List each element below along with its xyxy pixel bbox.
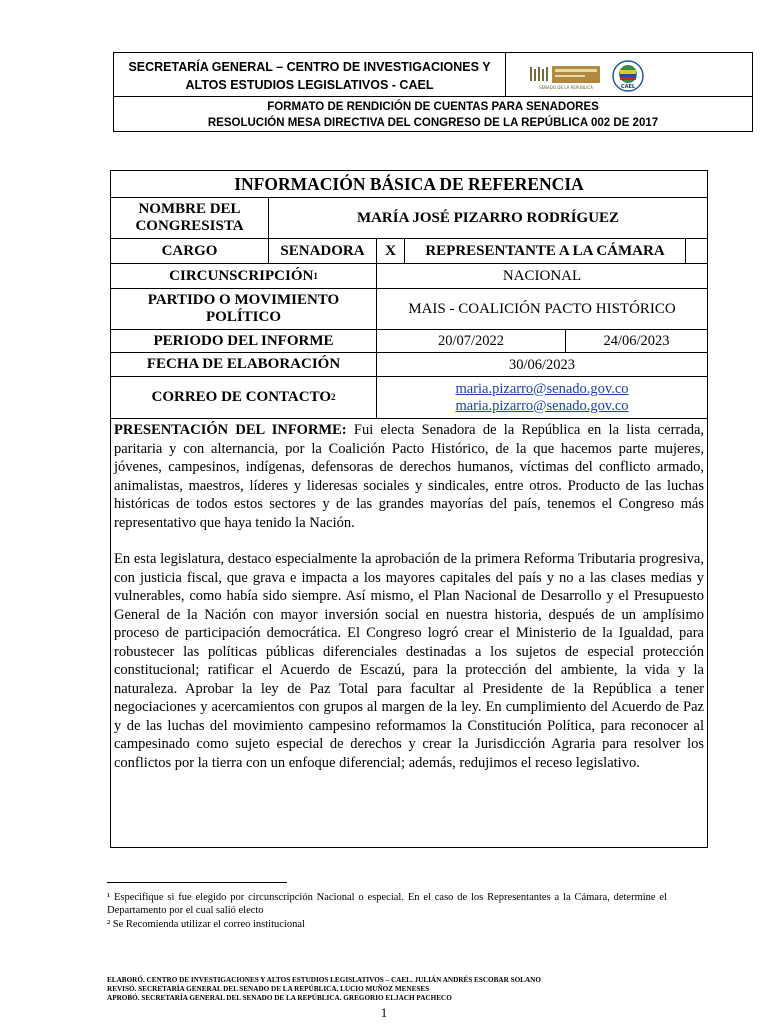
circ-label [111,264,376,288]
periodo-label: PERIODO DEL INFORME [153,332,334,349]
footnote-1: ¹ Especifique si fue elegido por circunscripción Nacional o especial. En el caso de los Representantes a la Cámara, determine el Departamento por el cual salió electo [107,892,667,916]
institution-line-1: SECRETARÍA GENERAL – CENTRO DE INVESTIGACIONES Y [128,60,491,74]
periodo-end: 24/06/2023 [565,330,707,352]
document-credits [107,976,707,1003]
fecha-row [111,353,707,377]
email-link-1[interactable]: maria.pizarro@senado.gov.co [455,380,629,397]
footnote-2: ² Se Recomienda utilizar el correo institucional [107,919,305,930]
email-link-2[interactable]: maria.pizarro@senado.gov.co [455,397,629,414]
presentacion-paragraph-2: En esta legislatura, destaco especialmente la aprobación de la primera Reforma Tributaria progresiva, con justicia fiscal, que grava e impacta a los mayores capitales del país y no a las clases medias y vulnerables, como había sido siempre. Así mismo, el Plan Nacional de Desarrollo y el Presupuesto General de la Nación con mayor inversión social en nuestra historia, después de un amplísimo proceso de participación democrática. El Congreso logró crear el Ministerio de la Igualdad, para robustecer las políticas públicas diferenciales destinadas a los sujetos de especial protección constitucional; ratificar el Acuerdo de Escazú, para la protección del ambiente, la vida y la naturaleza. Aprobar la ley de Paz Total para facultar al Presidente de la República a tener negociaciones y acercamientos con grupos al margen de la ley. En cumplimiento del Acuerdo de Paz y de las luchas del movimiento campesino reformamos la Constitución Política, para reconocer al campesinado como sujeto especial de derechos y crear la Jurisdicción Agraria para resolver los conflictos por la tierra con un enfoque diferencial; además, redujimos el receso legislativo. [114,551,704,771]
periodo-row [111,330,707,353]
presentacion-heading: PRESENTACIÓN DEL INFORME: [114,422,347,438]
institution-line-2: ALTOS ESTUDIOS LEGISLATIVOS - CAEL [185,78,434,92]
partido-value: MAIS - COALICIÓN PACTO HISTÓRICO [376,289,707,329]
circ-value: NACIONAL [376,264,707,288]
table-title: INFORMACIÓN BÁSICA DE REFERENCIA [234,173,584,194]
congresista-row [111,198,707,239]
circ-label-text: CIRCUNSCRIPCIÓN [169,267,314,284]
periodo-start: 20/07/2022 [376,330,565,352]
credits-line-1: ELABORÓ. CENTRO DE INVESTIGACIONES Y ALTOS ESTUDIOS LEGISLATIVOS – CAEL. JULIÁN ANDRÉS ESCOBAR SOLANO [107,976,541,984]
cargo-senadora: SENADORA [268,239,376,263]
name-value: MARÍA JOSÉ PIZARRO RODRÍGUEZ [268,198,707,238]
institution-title [114,53,506,97]
format-title [114,97,752,134]
page-number: 1 [380,1005,388,1020]
fecha-value: 30/06/2023 [376,353,707,376]
correo-row [111,377,707,419]
presentacion-paragraph-1 [114,421,704,532]
reference-info-table [110,170,708,848]
cargo-representante: REPRESENTANTE A LA CÁMARA [404,239,686,263]
correo-values [376,377,707,418]
table-title-row [111,171,707,198]
logos-area [506,53,752,97]
partido-label-line-2: POLÍTICO [205,309,281,325]
cargo-row [111,239,707,264]
partido-label-line-1: PARTIDO O MOVIMIENTO [147,292,340,308]
format-line-2: RESOLUCIÓN MESA DIRECTIVA DEL CONGRESO DE LA REPÚBLICA 002 DE 2017 [207,117,659,129]
cargo-label: CARGO [161,242,218,259]
partido-row [111,289,707,330]
svg-text:CAEL: CAEL [620,84,636,90]
svg-text:SENADO DE LA REPÚBLICA: SENADO DE LA REPÚBLICA [539,85,593,90]
presentacion-text-1: Fui electa Senadora de la República en la lista cerrada, paritaria y con alternancia, por la Coalición Pacto Histórico, de la que hacemos parte mujeres, jóvenes, campesinos, indígenas, defensoras de derechos humanos, víctimas del conflicto armado, animalistas, maestros, líderes y lideresas sociales y sindicales, entre otros. Producto de las luchas históricas de todos estos sectores y de las grandes mayorías del país, tenemos el Congreso más representativo que haya tenido la Nación. [114,422,705,531]
footnote-ref-1: 1 [313,270,318,281]
correo-label-text: CORREO DE CONTACTO [151,389,331,405]
credits-line-2: REVISÓ. SECRETARÍA GENERAL DEL SENADO DE LA REPÚBLICA. LUCIO MUÑOZ MENESES [107,985,430,993]
document-header [113,52,753,132]
format-line-1: FORMATO DE RENDICIÓN DE CUENTAS PARA SENADORES [267,101,599,113]
presentacion-section [111,419,707,792]
circunscripcion-row [111,264,707,289]
credits-line-3: APROBÓ. SECRETARÍA GENERAL DEL SENADO DE LA REPÚBLICA. GREGORIO ELJACH PACHECO [107,994,452,1002]
partido-label [111,289,376,329]
cargo-mark: X [376,239,404,263]
senado-logo-icon [530,61,602,91]
name-label-line-2: CONGRESISTA [135,218,244,234]
name-label [111,198,268,238]
cael-logo-icon [612,60,644,92]
name-label-line-1: NOMBRE DEL [138,201,241,217]
correo-label [111,377,376,418]
footnote-divider [107,882,287,883]
fecha-label: FECHA DE ELABORACIÓN [146,356,341,372]
footnote-ref-2: 2 [330,392,336,402]
